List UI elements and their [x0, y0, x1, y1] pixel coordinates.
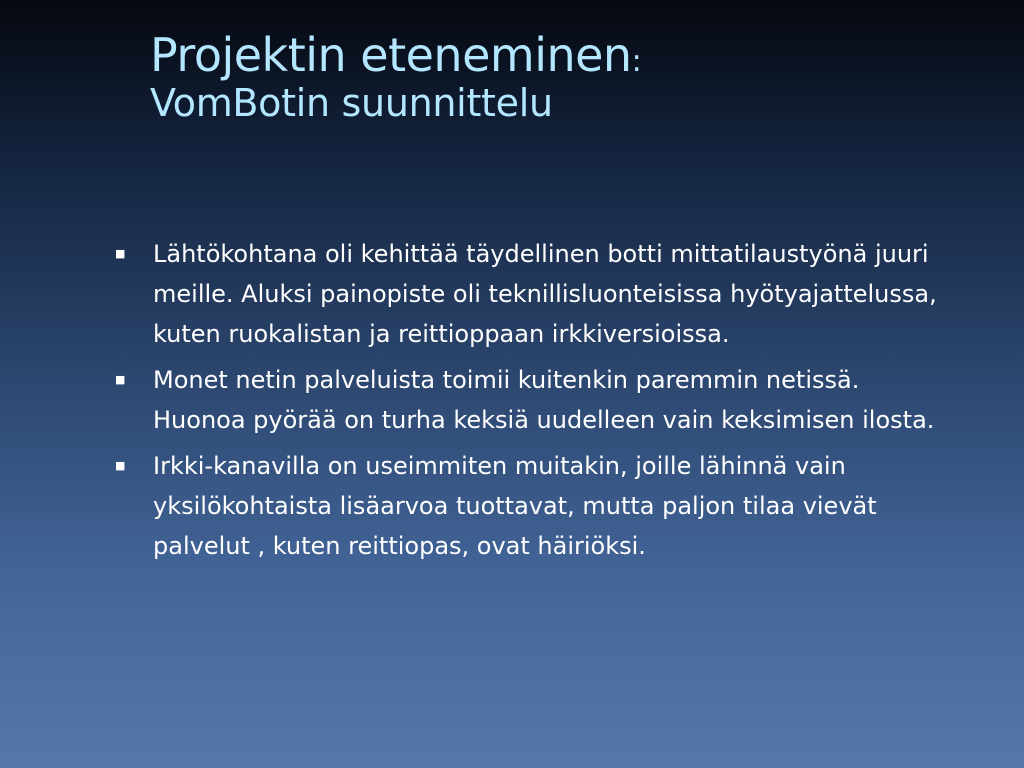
slide-title — [150, 30, 970, 124]
title-colon: : — [631, 44, 642, 79]
bullet-item-2 — [115, 360, 945, 440]
bullet-text-2: Monet netin palveluista toimii kuitenkin paremmin netissä. Huonoa pyörää on turha keksiä uudelleen vain keksimisen ilosta. — [153, 366, 935, 434]
bullet-list — [115, 234, 945, 572]
bullet-item-1 — [115, 234, 945, 354]
bullet-text-3: Irkki-kanavilla on useimmiten muitakin, joille lähinnä vain yksilökohtaista lisäarvoa tuottavat, mutta paljon tilaa vievät palvelut , kuten reittiopas, ovat häiriöksi. — [153, 452, 877, 560]
square-bullet-icon: ■ — [115, 373, 126, 386]
square-bullet-icon: ■ — [115, 459, 126, 472]
square-bullet-icon: ■ — [115, 247, 126, 260]
title-subtitle-text: VomBotin suunnittelu — [150, 80, 553, 125]
bullet-item-3 — [115, 446, 945, 566]
title-main-text: Projektin eteneminen — [150, 28, 632, 82]
bullet-text-1: Lähtökohtana oli kehittää täydellinen botti mittatilaustyönä juuri meille. Aluksi painopiste oli teknillisluonteisissa hyötyajattelussa, kuten ruokalistan ja reittioppaan irkkiversioissa. — [153, 240, 937, 348]
